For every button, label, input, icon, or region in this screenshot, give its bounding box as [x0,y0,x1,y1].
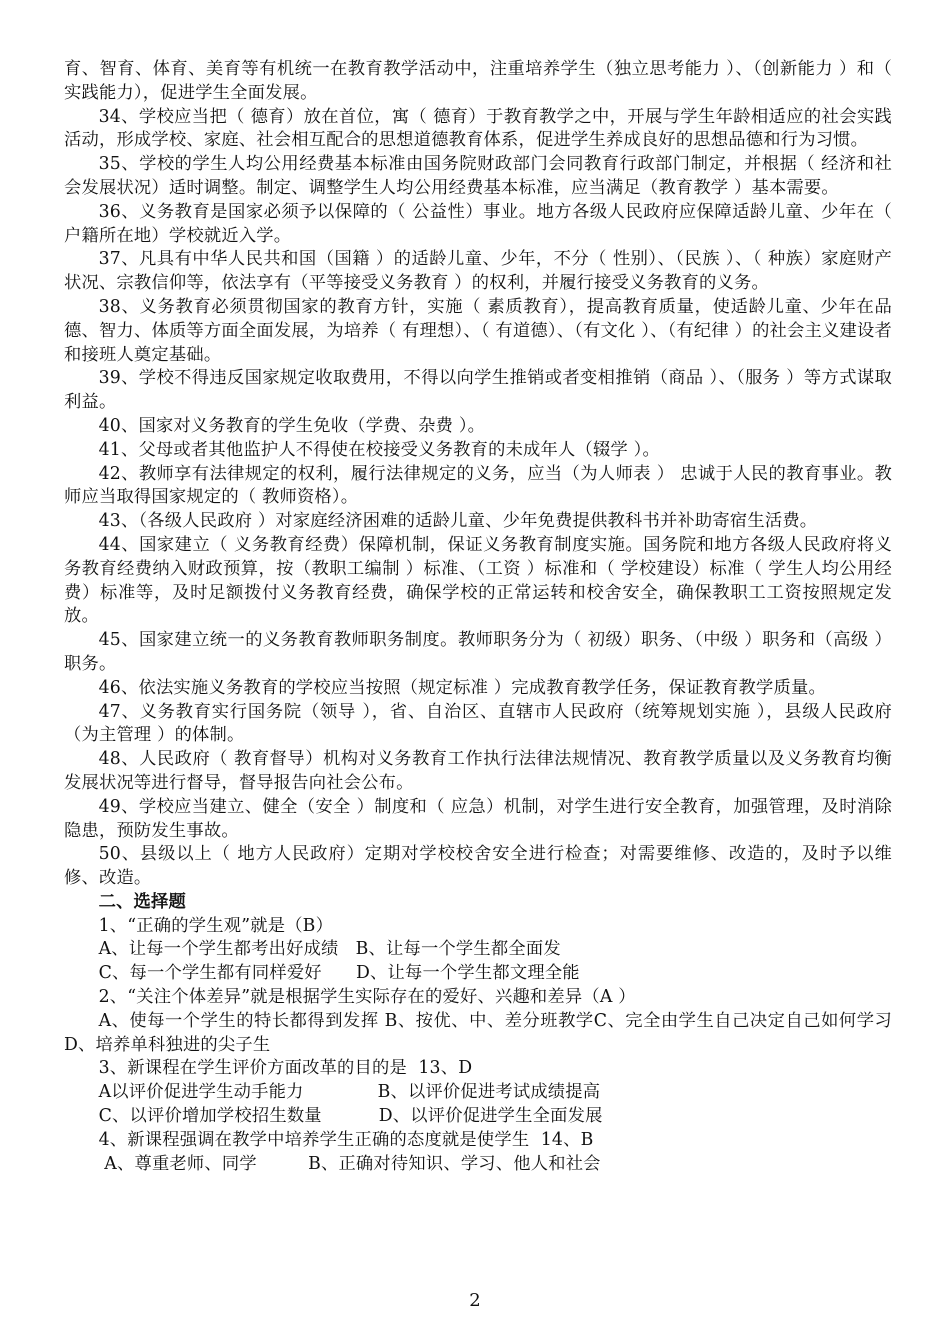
question-3-stem: 3、新课程在学生评价方面改革的目的是 13、D [98,1058,473,1079]
question-2-stem: 2、“关注个体差异”就是根据学生实际存在的爱好、兴趣和差异（A ） [98,987,636,1008]
paragraph-46: 46、依法实施义务教育的学校应当按照（规定标准 ）完成教育教学任务，保证教育教学质量。 [98,677,826,698]
question-1-stem: 1、“正确的学生观”就是（B） [98,915,334,936]
question-3-options-cd: C、以评价增加学校招生数量 D、以评价促进学生全面发展 [98,1106,603,1127]
paragraph-42: 42、教师享有法律规定的权利，履行法律规定的义务，应当（为人师表 ） 忠诚于人民的教育事业。教师应当取得国家规定的（ 教师资格）。 [64,463,892,508]
paragraph-40: 40、国家对义务教育的学生免收（学费、杂费 ）。 [98,415,486,436]
section-heading-choice: 二、选择题 [98,891,187,912]
paragraph-36: 36、义务教育是国家必须予以保障的（ 公益性）事业。地方各级人民政府应保障适龄儿童、少年在（ 户籍所在地）学校就近入学。 [64,201,892,246]
paragraph-38: 38、义务教育必须贯彻国家的教育方针，实施（ 素质教育），提高教育质量，使适龄儿童、少年在品德、智力、体质等方面全面发展，为培养（ 有理想）、（ 有道德）、（有文化 ）、（有纪律 ）的社会主义建设者和接班人奠定基础。 [64,296,892,365]
paragraph-37: 37、凡具有中华人民共和国（国籍 ）的适龄儿童、少年，不分（ 性别）、（民族 ）、（ 种族）家庭财产状况、宗教信仰等，依法享有（平等接受义务教育 ）的权利，并履行接受义务教育的义务。 [64,249,892,294]
question-2-options: A、使每一个学生的特长都得到发挥 B、按优、中、差分班教学C、完全由学生自己决定自己如何学习 D、培养单科独进的尖子生 [64,1010,892,1055]
page-body [64,58,892,1176]
paragraph-41: 41、父母或者其他监护人不得使在校接受义务教育的未成年人（辍学 ）。 [98,439,660,460]
paragraph-35: 35、学校的学生人均公用经费基本标准由国务院财政部门会同教育行政部门制定，并根据（ 经济和社会发展状况）适时调整。制定、调整学生人均公用经费基本标准，应当满足（教育教学 ）基本需要。 [64,154,892,198]
paragraph-48: 48、人民政府（ 教育督导）机构对义务教育工作执行法律法规情况、教育教学质量以及义务教育均衡发展状况等进行督导，督导报告向社会公布。 [64,749,892,793]
question-1-options-cd: C、每一个学生都有同样爱好 D、让每一个学生都文理全能 [98,963,580,984]
paragraph-39: 39、学校不得违反国家规定收取费用，不得以向学生推销或者变相推销（商品 ）、（服务 ）等方式谋取利益。 [64,368,892,413]
paragraph-45: 45、国家建立统一的义务教育教师职务制度。教师职务分为（ 初级）职务、（中级 ）职务和（高级 ）职务。 [64,630,892,674]
paragraph-44: 44、国家建立（ 义务教育经费）保障机制，保证义务教育制度实施。国务院和地方各级人民政府将义务教育经费纳入财政预算，按（教职工编制 ）标准、（工资 ）标准和（ 学校建设）标准（ 学生人均公用经费）标准等，及时足额拨付义务教育经费，确保学校的正常运转和校舍安全，确保教职工工资按照规定发放。 [64,534,892,627]
paragraph-43: 43、（各级人民政府 ）对家庭经济困难的适龄儿童、少年免费提供教科书并补助寄宿生活费。 [98,511,818,532]
paragraph-34: 34、学校应当把（ 德育）放在首位，寓（ 德育）于教育教学之中，开展与学生年龄相适应的社会实践活动，形成学校、家庭、社会相互配合的思想道德教育体系，促进学生养成良好的思想品德和行为习惯。 [64,106,892,151]
paragraph-33-continued: 育、智育、体育、美育等有机统一在教育教学活动中，注重培养学生（独立思考能力 ）、（创新能力 ）和（ 实践能力），促进学生全面发展。 [64,59,892,103]
question-4-stem: 4、新课程强调在教学中培养学生正确的态度就是使学生 14、B [98,1129,594,1150]
paragraph-50: 50、县级以上（ 地方人民政府）定期对学校校舍安全进行检查；对需要维修、改造的，及时予以维修、改造。 [64,844,892,889]
page-number: 2 [469,1290,481,1311]
question-4-options-ab: A、尊重老师、同学 B、正确对待知识、学习、他人和社会 [98,1153,601,1174]
paragraph-47: 47、义务教育实行国务院（领导 ），省、自治区、直辖市人民政府（统筹规划实施 ），县级人民政府（为主管理 ）的体制。 [64,701,892,746]
question-1-options-ab: A、让每一个学生都考出好成绩 B、让每一个学生都全面发 [98,939,561,960]
question-3-options-ab: A以评价促进学生动手能力 B、以评价促进考试成绩提高 [98,1082,601,1103]
paragraph-49: 49、学校应当建立、健全（安全 ）制度和（ 应急）机制，对学生进行安全教育，加强管理，及时消除隐患，预防发生事故。 [64,796,892,841]
